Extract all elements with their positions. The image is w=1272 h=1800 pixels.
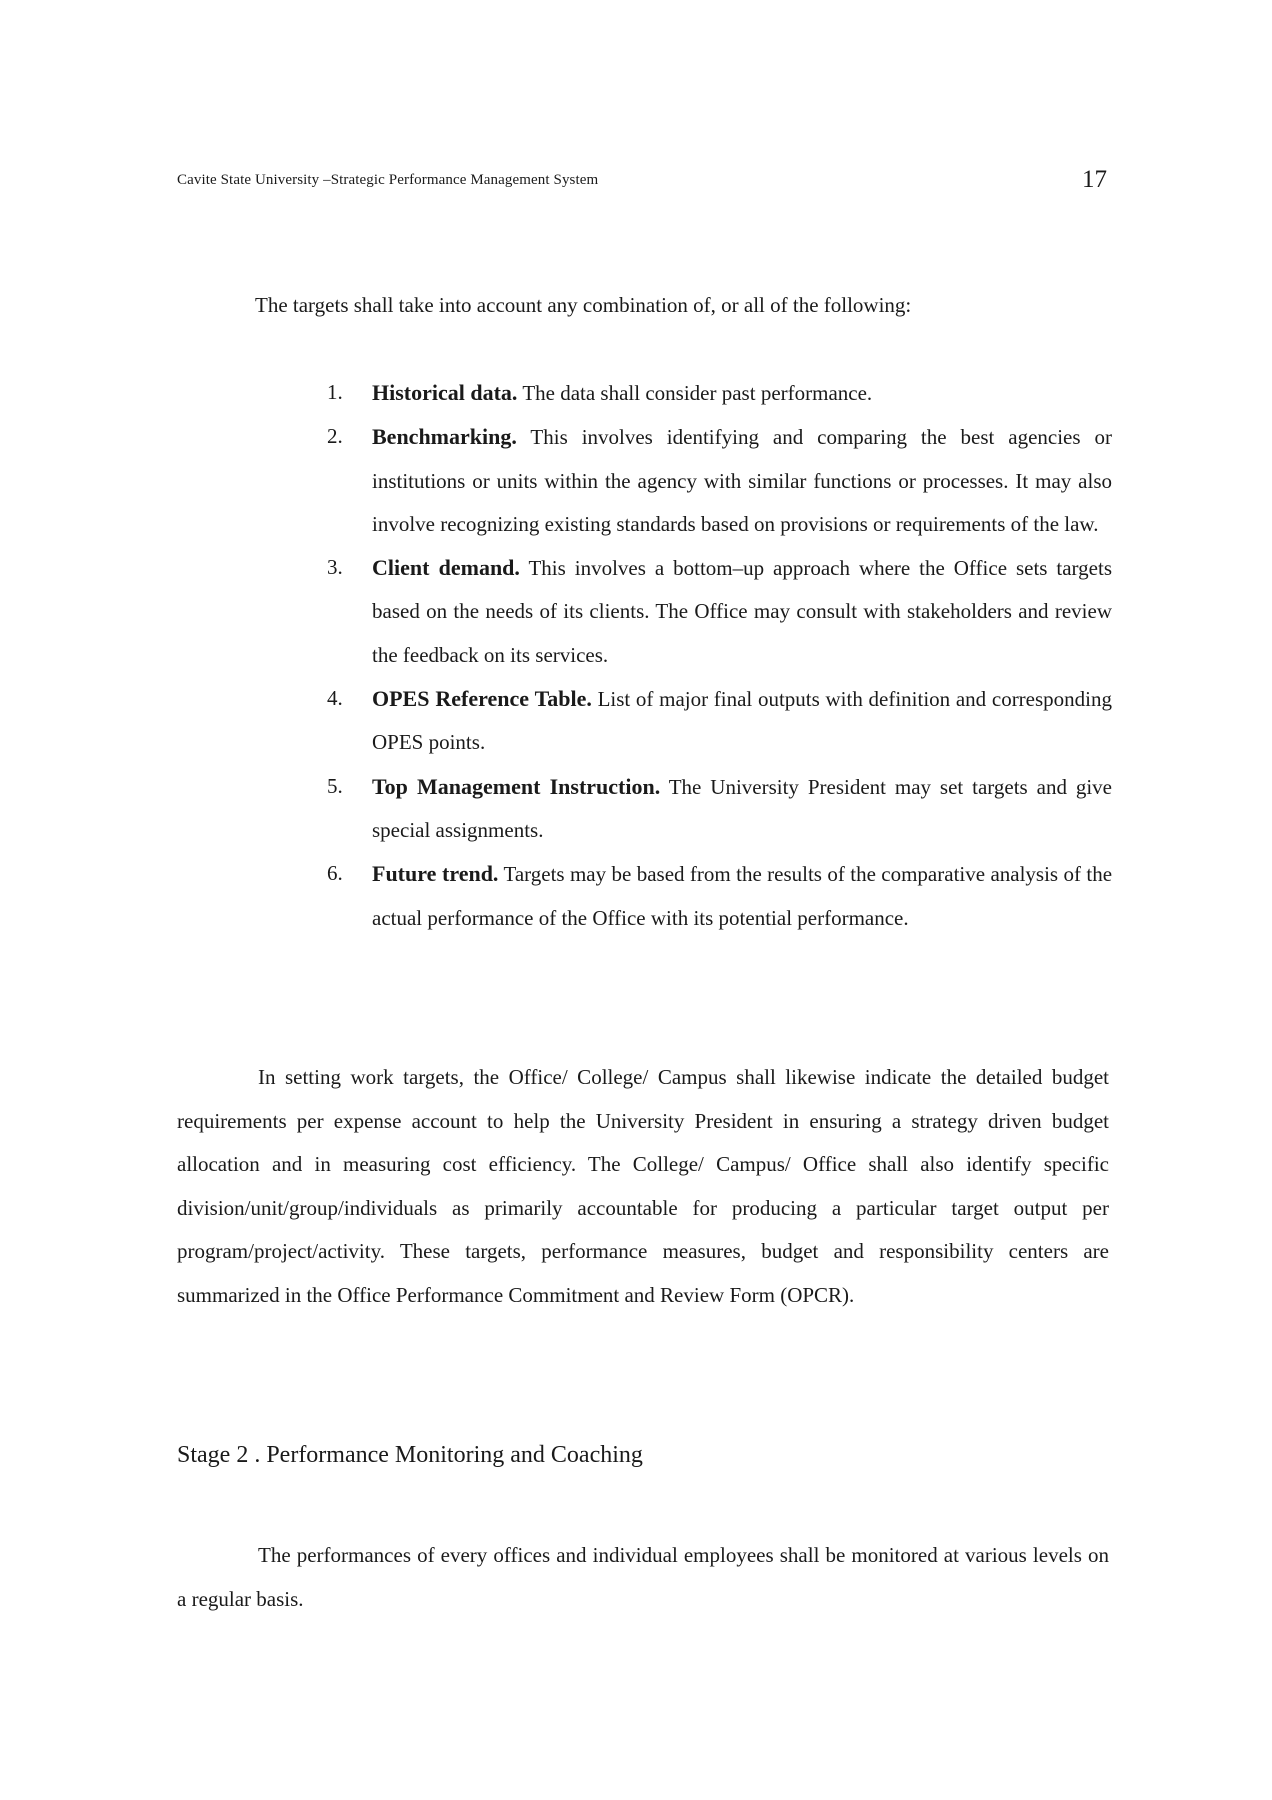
paragraph-monitoring: The performances of every offices and individual employees shall be monitored at various levels on a regular basis. <box>177 1543 1109 1611</box>
criteria-item-term: Benchmarking. <box>372 424 517 450</box>
criteria-item-top-management-instruction <box>327 765 1112 853</box>
intro-sentence: The targets shall take into account any combination of, or all of the following: <box>255 293 912 317</box>
criteria-item-text: List of major final outputs with definition and corresponding OPES points. <box>372 687 1113 755</box>
criteria-item-term: Client demand. <box>372 555 520 581</box>
criteria-item-historical-data <box>327 371 1112 415</box>
criteria-item-term: OPES Reference Table. <box>372 686 592 712</box>
criteria-item-number: 3. <box>327 555 343 580</box>
criteria-item-future-trend <box>327 852 1112 940</box>
criteria-item-number: 4. <box>327 686 343 711</box>
header-title: Cavite State University –Strategic Performance Management System <box>177 172 599 188</box>
target-criteria-list <box>327 371 1112 940</box>
criteria-item-client-demand <box>327 546 1112 677</box>
criteria-item-term: Historical data. <box>372 380 518 405</box>
section-heading-stage-2: Stage 2 . Performance Monitoring and Coaching <box>177 1442 643 1468</box>
criteria-item-number: 5. <box>327 773 343 798</box>
criteria-item-text: The data shall consider past performance. <box>522 381 873 405</box>
criteria-item-term: Top Management Instruction. <box>372 773 661 799</box>
page-number: 17 <box>1082 166 1107 193</box>
criteria-item-number: 1. <box>327 380 343 404</box>
criteria-item-number: 6. <box>327 861 343 886</box>
criteria-item-text: The University President may set targets and give special assignments. <box>372 774 1112 842</box>
criteria-item-number: 2. <box>327 424 343 449</box>
criteria-item-text: This involves identifying and comparing the best agencies or institutions or units within the agency with similar functions or processes. It may also involve recognizing existing standards based on provisions or requirements of the law. <box>372 425 1112 536</box>
paragraph-work-targets: In setting work targets, the Office/ College/ Campus shall likewise indicate the detailed budget requirements per expense account to help the University President in ensuring a strategy driven budget allocation and in measuring cost efficiency. The College/ Campus/ Office shall also identify specific division/unit/group/individuals as primarily accountable for producing a particular target output per program/project/activity. These targets, performance measures, budget and responsibility centers are summarized in the Office Performance Commitment and Review Form (OPCR). <box>177 1065 1109 1307</box>
criteria-item-text: This involves a bottom–up approach where the Office sets targets based on the needs of its clients. The Office may consult with stakeholders and review the feedback on its services. <box>372 556 1112 667</box>
criteria-item-benchmarking <box>327 415 1112 546</box>
criteria-item-term: Future trend. <box>372 861 499 887</box>
criteria-item-text: Targets may be based from the results of the comparative analysis of the actual performance of the Office with its potential performance. <box>372 862 1113 930</box>
running-header <box>177 166 1107 194</box>
criteria-item-opes-reference-table <box>327 677 1112 765</box>
